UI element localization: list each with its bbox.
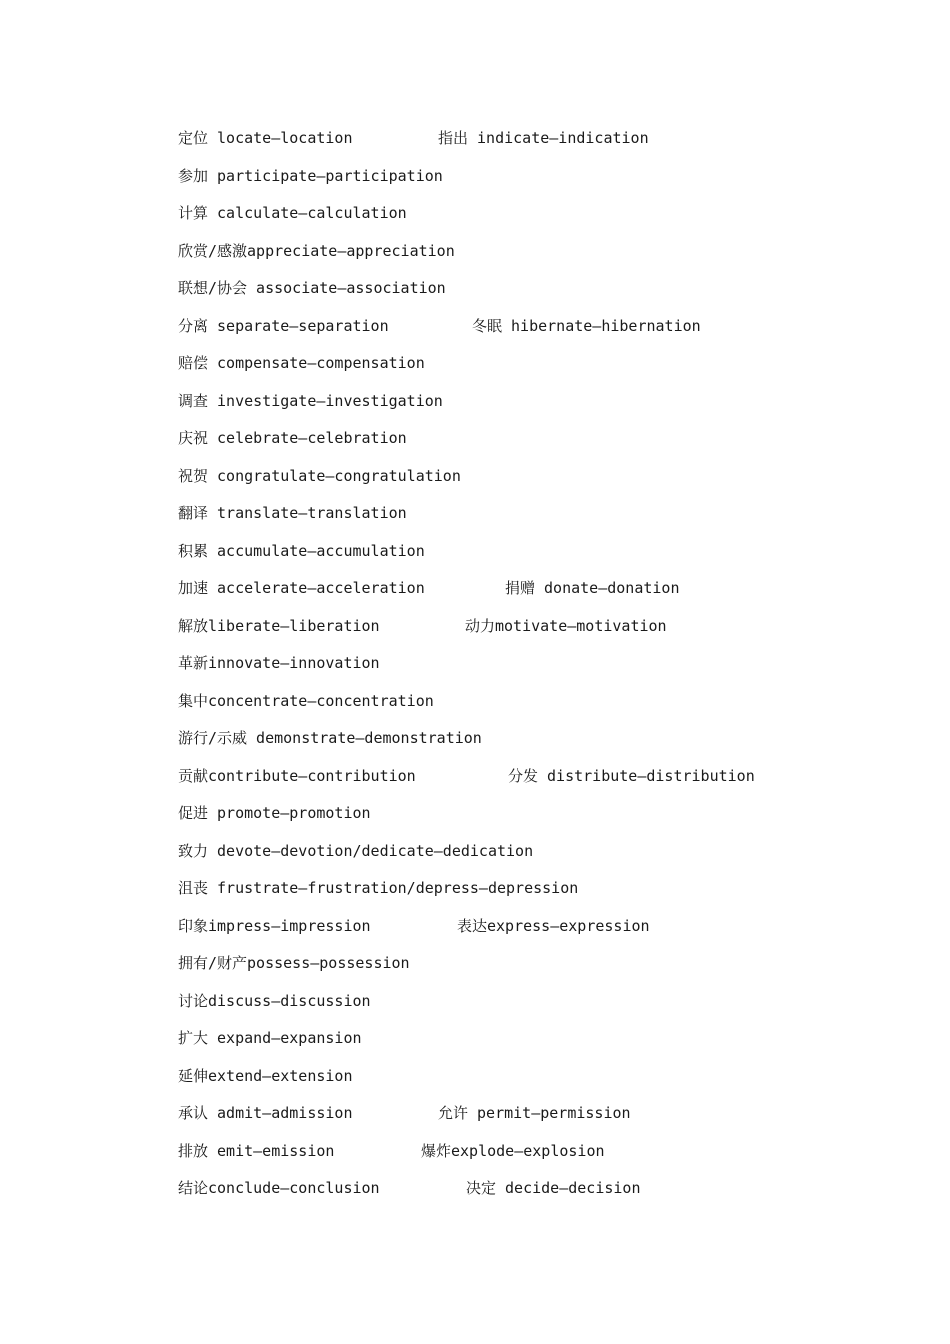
vocab-line — [178, 876, 579, 900]
vocab-entry: 指出 indicate—indication — [438, 129, 649, 147]
vocab-entry: 分发 distribute—distribution — [508, 767, 755, 785]
vocab-entry: 表达express—expression — [457, 917, 650, 935]
vocab-entry: 分离 separate—separation — [178, 317, 389, 335]
vocab-line — [178, 464, 461, 488]
vocab-entry: 积累 accumulate—accumulation — [178, 542, 425, 560]
vocab-line — [178, 1101, 631, 1125]
vocab-entry: 赔偿 compensate—compensation — [178, 354, 425, 372]
vocab-entry: 承认 admit—admission — [178, 1104, 353, 1122]
vocab-entry: 计算 calculate—calculation — [178, 204, 407, 222]
vocab-line — [178, 951, 410, 975]
vocab-line — [178, 1139, 605, 1163]
vocab-entry: 沮丧 frustrate—frustration/depress—depression — [178, 879, 579, 897]
vocab-entry: 定位 locate—location — [178, 129, 353, 147]
vocab-entry: 参加 participate—participation — [178, 167, 443, 185]
vocab-entry: 排放 emit—emission — [178, 1142, 335, 1160]
vocab-entry: 祝贺 congratulate—congratulation — [178, 467, 461, 485]
vocab-line — [178, 201, 407, 225]
vocab-entry: 贡献contribute—contribution — [178, 767, 416, 785]
vocab-entry: 拥有/财产possess—possession — [178, 954, 410, 972]
vocab-line — [178, 801, 371, 825]
vocab-line — [178, 426, 407, 450]
vocab-entry: 集中concentrate—concentration — [178, 692, 434, 710]
vocab-entry: 庆祝 celebrate—celebration — [178, 429, 407, 447]
vocab-entry: 决定 decide—decision — [466, 1179, 641, 1197]
vocab-line — [178, 651, 380, 675]
vocab-entry: 扩大 expand—expansion — [178, 1029, 362, 1047]
vocab-line — [178, 239, 455, 263]
vocab-line — [178, 689, 434, 713]
vocab-line — [178, 614, 667, 638]
vocab-line — [178, 1176, 641, 1200]
vocab-line — [178, 726, 482, 750]
vocab-line — [178, 576, 680, 600]
vocab-line — [178, 839, 534, 863]
vocab-entry: 加速 accelerate—acceleration — [178, 579, 425, 597]
vocab-line — [178, 914, 650, 938]
vocab-entry: 革新innovate—innovation — [178, 654, 380, 672]
vocab-line — [178, 389, 443, 413]
vocab-entry: 动力motivate—motivation — [465, 617, 667, 635]
vocab-line — [178, 1064, 353, 1088]
vocab-line — [178, 276, 446, 300]
vocab-entry: 冬眠 hibernate—hibernation — [472, 317, 701, 335]
vocab-entry: 致力 devote—devotion/dedicate—dedication — [178, 842, 534, 860]
vocab-entry: 印象impress—impression — [178, 917, 371, 935]
vocab-entry: 解放liberate—liberation — [178, 617, 380, 635]
vocab-entry: 翻译 translate—translation — [178, 504, 407, 522]
vocab-entry: 欣赏/感激appreciate—appreciation — [178, 242, 455, 260]
vocab-entry: 调查 investigate—investigation — [178, 392, 443, 410]
vocab-entry: 联想/协会 associate—association — [178, 279, 446, 297]
vocab-entry: 结论conclude—conclusion — [178, 1179, 380, 1197]
vocab-line — [178, 164, 443, 188]
vocab-entry: 延伸extend—extension — [178, 1067, 353, 1085]
vocab-entry: 爆炸explode—explosion — [421, 1142, 605, 1160]
vocab-line — [178, 351, 425, 375]
vocab-line — [178, 501, 407, 525]
vocab-entry: 讨论discuss—discussion — [178, 992, 371, 1010]
vocab-line — [178, 539, 425, 563]
vocab-line — [178, 989, 371, 1013]
vocab-entry: 促进 promote—promotion — [178, 804, 371, 822]
vocab-line — [178, 764, 755, 788]
vocab-entry: 捐赠 donate—donation — [505, 579, 680, 597]
vocab-line — [178, 314, 701, 338]
vocab-entry: 允许 permit—permission — [438, 1104, 631, 1122]
vocab-line — [178, 126, 649, 150]
vocab-line — [178, 1026, 362, 1050]
vocab-entry: 游行/示威 demonstrate—demonstration — [178, 729, 482, 747]
